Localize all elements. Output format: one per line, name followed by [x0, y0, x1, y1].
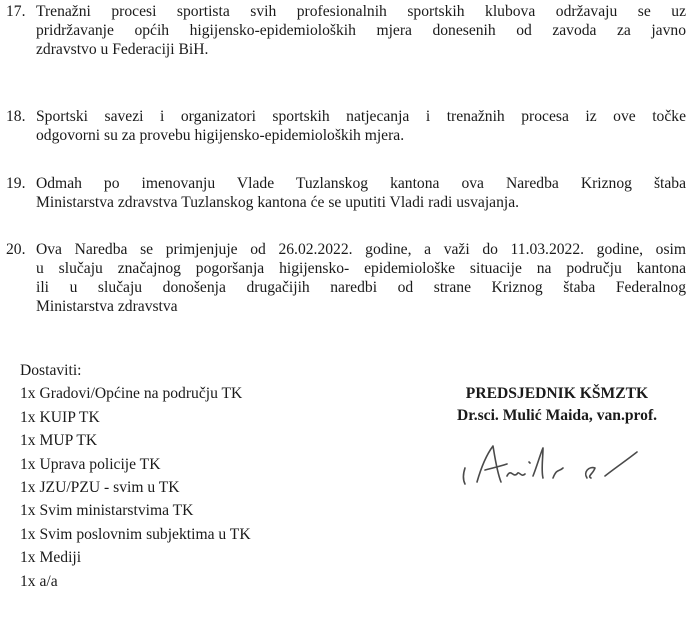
signatory-name: Dr.sci. Mulić Maida, van.prof.: [456, 407, 658, 424]
recipient-item: 1x JZU/PZU - svim u TK: [20, 479, 180, 497]
clause-number: 17.: [6, 3, 26, 20]
clause-line: Ova Naredba se primjenjuje od 26.02.2022. godine, a važi do 11.03.2022. godine, osim: [36, 241, 686, 258]
recipient-item: 1x Uprava policije TK: [20, 455, 161, 473]
clause-20: [6, 240, 686, 316]
clause-line: pridržavanje općih higijensko-epidemioloških mjera donesenih od zavoda za javno: [36, 22, 686, 39]
recipient-item: 1x Svim poslovnim subjektima u TK: [20, 525, 251, 543]
clause-line: Ministarstva zdravstva Tuzlanskog kantona će se uputiti Vladi radi usvajanja.: [36, 194, 520, 211]
recipient-item: 1x Svim ministarstvima TK: [20, 502, 194, 520]
recipient-item: 1x a/a: [20, 572, 58, 590]
clause-17: [6, 2, 686, 59]
clause-line: zdravstvo u Federaciji BiH.: [36, 41, 209, 58]
distribution-heading: Dostaviti:: [20, 362, 82, 379]
clause-text: [36, 174, 686, 212]
recipient-item: 1x MUP TK: [20, 432, 98, 450]
handwritten-signature: [455, 438, 655, 488]
clause-line: Ministarstva zdravstva: [36, 298, 178, 315]
clause-19: [6, 174, 686, 212]
clause-18: [6, 107, 686, 145]
clause-number: 18.: [6, 108, 26, 125]
signatory-title: PREDSJEDNIK KŠMZTK: [465, 385, 649, 402]
recipient-item: 1x Gradovi/Općine na području TK: [20, 385, 243, 403]
clause-text: [36, 240, 686, 316]
recipient-item: 1x KUIP TK: [20, 408, 100, 426]
signature-block: [412, 383, 700, 427]
recipient-item: 1x Mediji: [20, 549, 82, 567]
distribution-list: [20, 359, 251, 593]
clause-line: Sportski savezi i organizatori sportskih natjecanja i trenažnih procesa iz ove točke: [36, 108, 686, 125]
clause-line: Trenažni procesi sportista svih profesionalnih sportskih klubova održavaju se uz: [36, 3, 686, 20]
clause-text: [36, 107, 686, 145]
clause-line: odgovorni su za provebu higijensko-epidemioloških mjera.: [36, 127, 405, 144]
clause-line: Odmah po imenovanju Vlade Tuzlanskog kantona ova Naredba Kriznog štaba: [36, 175, 686, 192]
clause-line: ili u slučaju donošenja drugačijih naredbi od strane Kriznog štaba Federalnog: [36, 279, 686, 296]
clause-line: u slučaju značajnog pogoršanja higijensko- epidemiološke situacije na području kantona: [36, 260, 686, 277]
clause-number: 19.: [6, 175, 26, 192]
clause-text: [36, 2, 686, 59]
clause-number: 20.: [6, 241, 26, 258]
